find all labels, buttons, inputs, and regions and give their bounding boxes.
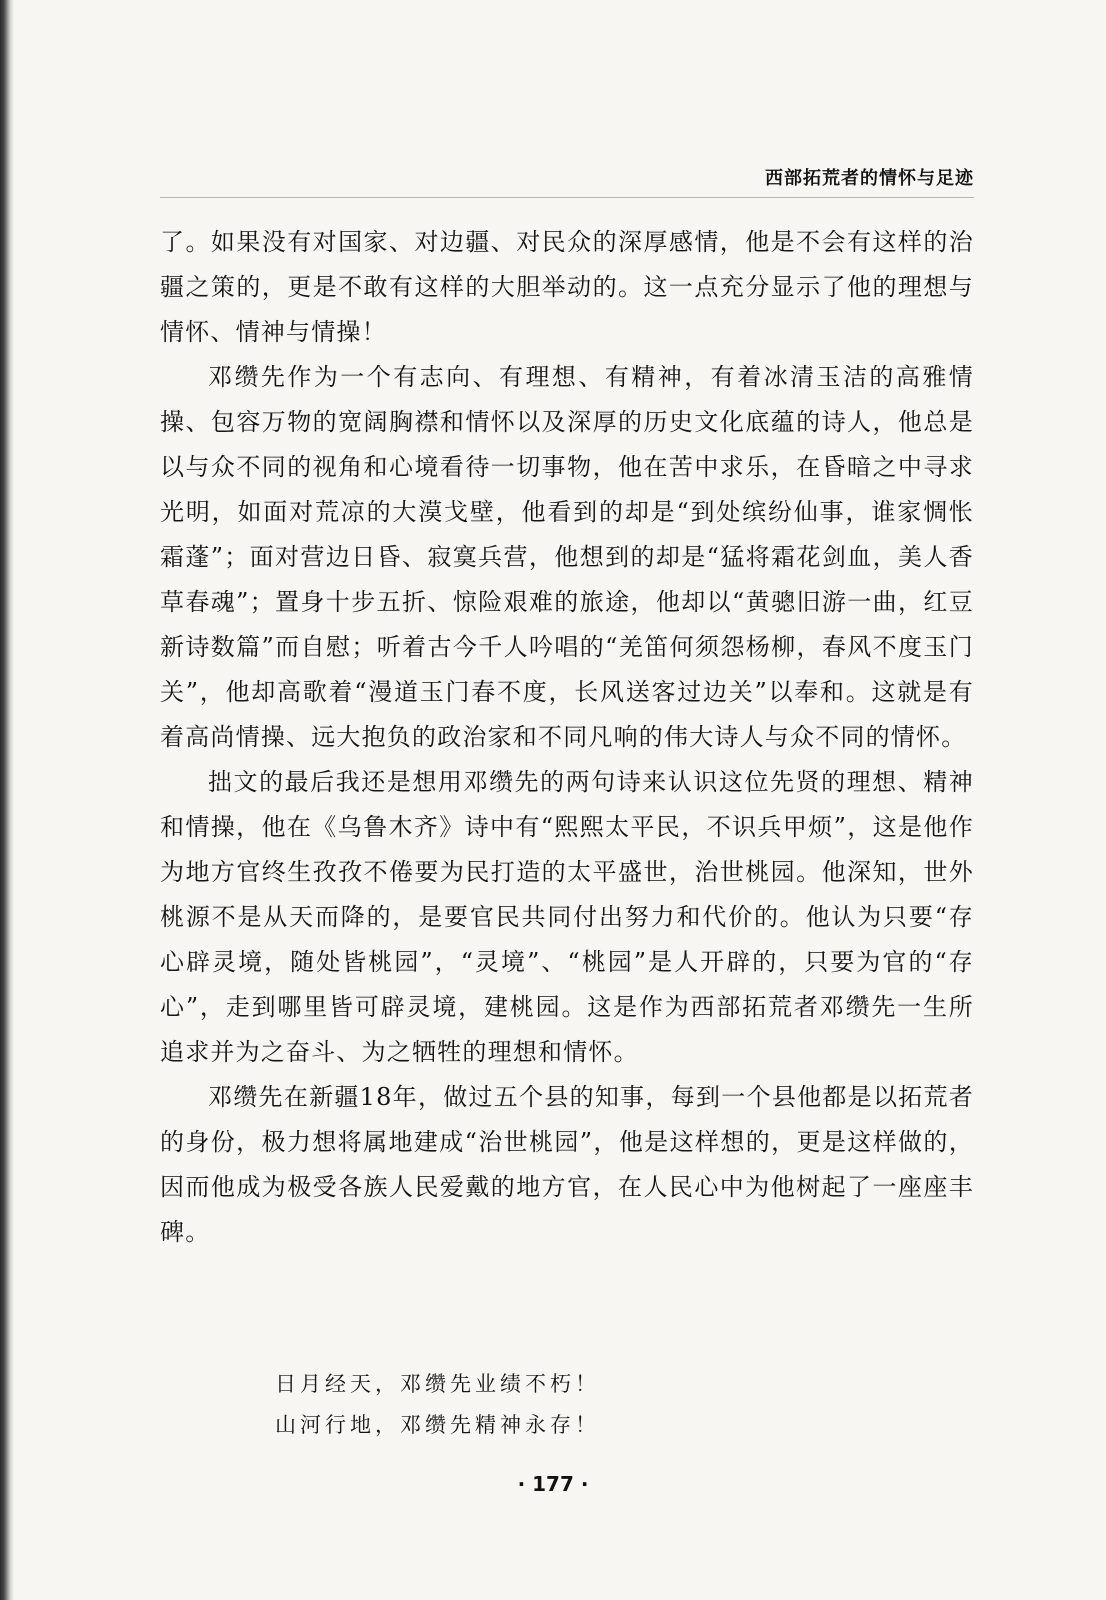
body-text	[160, 220, 974, 1255]
page-number: · 177 ·	[517, 1472, 589, 1496]
header-divider	[160, 197, 974, 198]
paragraph-continued: 了。如果没有对国家、对边疆、对民众的深厚感情，他是不会有这样的治疆之策的，更是不敢有这样的大胆举动的。这一点充分显示了他的理想与情怀、情神与情操！	[160, 228, 974, 346]
paragraph: 邓缵先在新疆18年，做过五个县的知事，每到一个县他都是以拓荒者的身份，极力想将属地建成“治世桃园”，他是这样想的，更是这样做的，因而他成为极受各族人民爱戴的地方官，在人民心中为他树起了一座座丰碑。	[160, 1083, 974, 1246]
paragraph: 邓缵先作为一个有志向、有理想、有精神，有着冰清玉洁的高雅情操、包容万物的宽阔胸襟和情怀以及深厚的历史文化底蕴的诗人，他总是以与众不同的视角和心境看待一切事物，他在苦中求乐，在昏暗之中寻求光明，如面对荒凉的大漠戈壁，他看到的却是“到处缤纷仙事，谁家惆怅霜蓬”；面对营边日昏、寂寞兵营，他想到的却是“猛将霜花剑血，美人香草春魂”；置身十步五折、惊险艰难的旅途，他却以“黄骢旧游一曲，红豆新诗数篇”而自慰；听着古今千人吟唱的“羌笛何须怨杨柳，春风不度玉门关”，他却高歌着“漫道玉门春不度，长风送客过边关”以奉和。这就是有着高尚情操、远大抱负的政治家和不同凡响的伟大诗人与众不同的情怀。	[160, 363, 974, 751]
verse-line: 日月经天，邓缵先业绩不朽！	[275, 1372, 600, 1396]
paragraph: 拙文的最后我还是想用邓缵先的两句诗来认识这位先贤的理想、精神和情操，他在《乌鲁木齐》诗中有“熙熙太平民，不识兵甲烦”，这是他作为地方官终生孜孜不倦要为民打造的太平盛世，治世桃园。他深知，世外桃源不是从天而降的，是要官民共同付出努力和代价的。他认为只要“存心辟灵境，随处皆桃园”，“灵境”、“桃园”是人开辟的，只要为官的“存心”，走到哪里皆可辟灵境，建桃园。这是作为西部拓荒者邓缵先一生所追求并为之奋斗、为之牺牲的理想和情怀。	[160, 768, 974, 1066]
running-head: 西部拓荒者的情怀与足迹	[765, 168, 974, 189]
closing-verse	[275, 1364, 600, 1446]
verse-line: 山河行地，邓缵先精神永存！	[275, 1413, 600, 1437]
